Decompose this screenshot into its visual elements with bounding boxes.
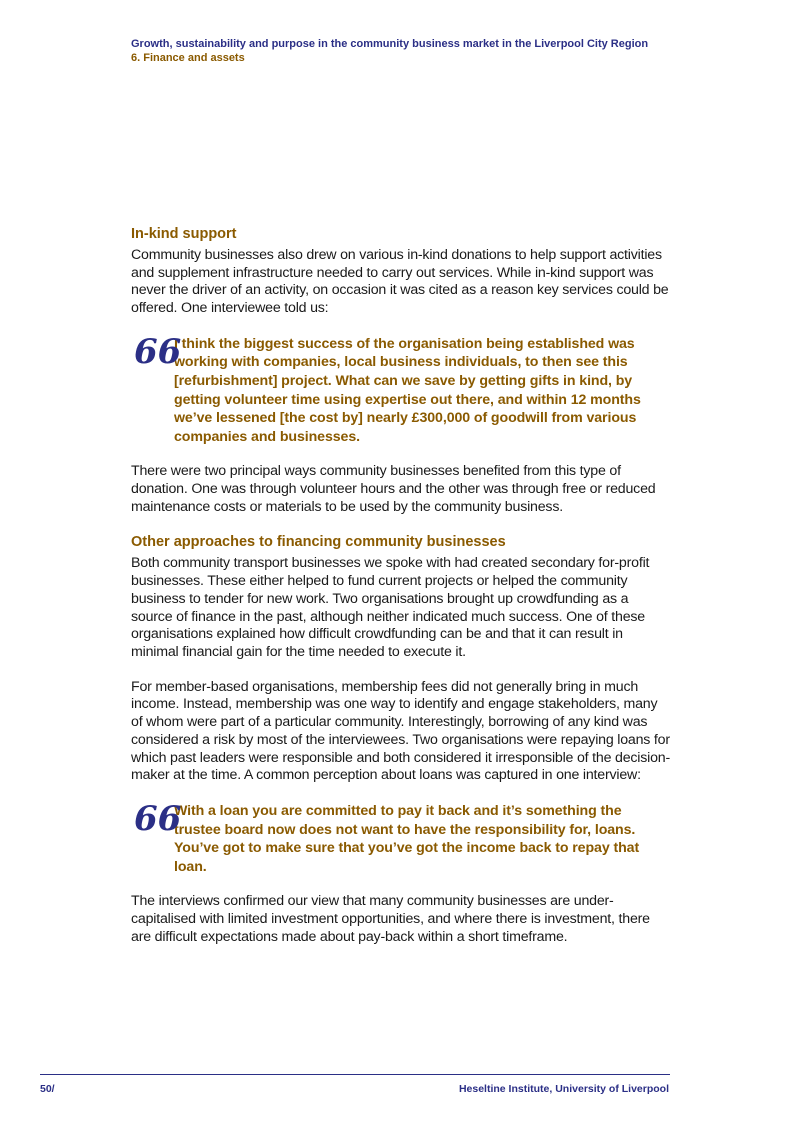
chapter-label: 6. Finance and assets — [131, 52, 245, 64]
quote-mark-icon: 66 — [134, 331, 182, 372]
publisher-name: Heseltine Institute, University of Liverpool — [458, 1083, 669, 1095]
document-title: Growth, sustainability and purpose in the community business market in the Liverpool City Region — [131, 38, 649, 50]
main-content — [131, 225, 671, 946]
paragraph: Both community transport businesses we spoke with had created secondary for-profit businesses. These either helped to fund current projects or helped the community business to tender for new work. Two organisations brought up crowdfunding as a source of finance in the past, although neither indicated much success. One of these organisations explained how difficult crowdfunding can be and that it can result in minimal financial gain for the time needed to execute it. — [131, 555, 650, 660]
paragraph: The interviews confirmed our view that many community businesses are under-capitalised with limited investment opportunities, and where there is investment, there are difficult expectations made about pay-back within a short timeframe. — [131, 893, 650, 945]
heading-in-kind-support: In-kind support — [131, 226, 237, 242]
heading-other-approaches: Other approaches to financing community businesses — [131, 534, 506, 551]
page-number: 50/ — [40, 1083, 55, 1095]
footer-divider — [40, 1074, 670, 1075]
paragraph: Community businesses also drew on various in-kind donations to help support activities and supplement infrastructure needed to carry out services. While in-kind support was never the driver of an activity, on occasion it was cited as a reason key services could be offered. One interviewee told us: — [131, 247, 669, 317]
running-header — [131, 37, 691, 65]
pull-quote — [131, 798, 671, 876]
quote-text: With a loan you are committed to pay it back and it’s something the trustee board now does not want to have the responsibility for, loans. You’ve got to make sure that you’ve got the income back to repay that loan. — [174, 802, 640, 875]
quote-text: I think the biggest success of the organisation being established was working with companies, local business individuals, to then see this [refurbishment] project. What can we save by getting gifts in kind, by getting volunteer time using expertise out there, and within 12 months we’ve lessened [the cost by] nearly £300,000 of goodwill from various companies and businesses. — [174, 335, 641, 445]
pull-quote — [131, 331, 671, 447]
paragraph: There were two principal ways community businesses benefited from this type of donation. One was through volunteer hours and the other was through free or reduced maintenance costs or materials to be used by the community business. — [131, 463, 656, 515]
paragraph: For member-based organisations, membership fees did not generally bring in much income. Instead, membership was one way to identify and engage stakeholders, many of whom were part of a particular community. Interestingly, borrowing of any kind was considered a risk by most of the interviewees. Two organisations were repaying loans for which past leaders were responsible and both considered it irresponsible of the decision-maker at the time. A common perception about loans was captured in one interview: — [131, 678, 670, 784]
quote-mark-icon: 66 — [134, 798, 182, 839]
